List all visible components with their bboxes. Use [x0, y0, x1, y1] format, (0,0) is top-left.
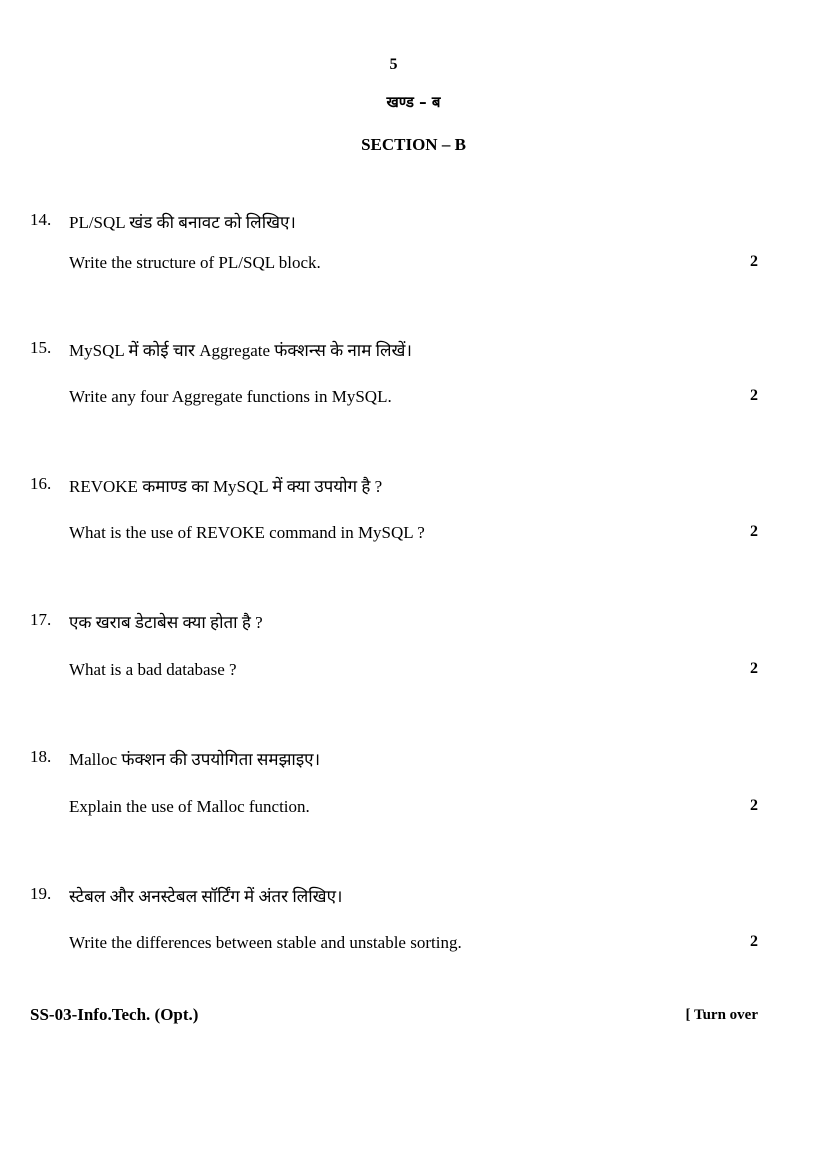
question-number: 15. — [30, 338, 52, 357]
question-text-english: Write the structure of PL/SQL block. — [69, 253, 321, 272]
question-text-hindi: एक खराब डेटाबेस क्या होता है ? — [69, 613, 263, 632]
question-15 — [0, 338, 827, 418]
question-number: 14. — [30, 210, 52, 229]
question-text-hindi: Malloc फंक्शन की उपयोगिता समझाइए। — [69, 750, 321, 769]
section-title-hindi: खण्ड – ब — [386, 93, 441, 111]
paper-code: SS-03-Info.Tech. (Opt.) — [30, 1005, 199, 1024]
question-marks: 2 — [750, 253, 758, 270]
question-marks: 2 — [750, 387, 758, 404]
question-text-hindi: MySQL में कोई चार Aggregate फंक्शन्स के नाम लिखें। — [69, 341, 412, 360]
question-text-english: What is a bad database ? — [69, 660, 237, 679]
page-number: 5 — [389, 56, 398, 73]
question-16 — [0, 474, 827, 554]
question-number: 18. — [30, 747, 52, 766]
question-text-hindi: स्टेबल और अनस्टेबल सॉर्टिंग में अंतर लिखिए। — [69, 887, 343, 906]
section-title-english: SECTION – B — [361, 135, 466, 154]
question-17 — [0, 610, 827, 690]
question-marks: 2 — [750, 660, 758, 677]
question-text-english: Explain the use of Malloc function. — [69, 797, 310, 816]
question-marks: 2 — [750, 797, 758, 814]
question-19 — [0, 884, 827, 964]
question-text-hindi: PL/SQL खंड की बनावट को लिखिए। — [69, 213, 296, 232]
question-text-english: Write any four Aggregate functions in MySQL. — [69, 387, 392, 406]
question-number: 16. — [30, 474, 52, 493]
question-14 — [0, 210, 827, 290]
question-number: 17. — [30, 610, 52, 629]
turn-over-note: [ Turn over — [685, 1007, 758, 1023]
question-number: 19. — [30, 884, 52, 903]
question-18 — [0, 747, 827, 827]
question-text-hindi: REVOKE कमाण्ड का MySQL में क्या उपयोग है ? — [69, 477, 383, 496]
question-marks: 2 — [750, 523, 758, 540]
question-marks: 2 — [750, 933, 758, 950]
question-text-english: What is the use of REVOKE command in MySQL ? — [69, 523, 425, 542]
question-text-english: Write the differences between stable and unstable sorting. — [69, 933, 462, 952]
